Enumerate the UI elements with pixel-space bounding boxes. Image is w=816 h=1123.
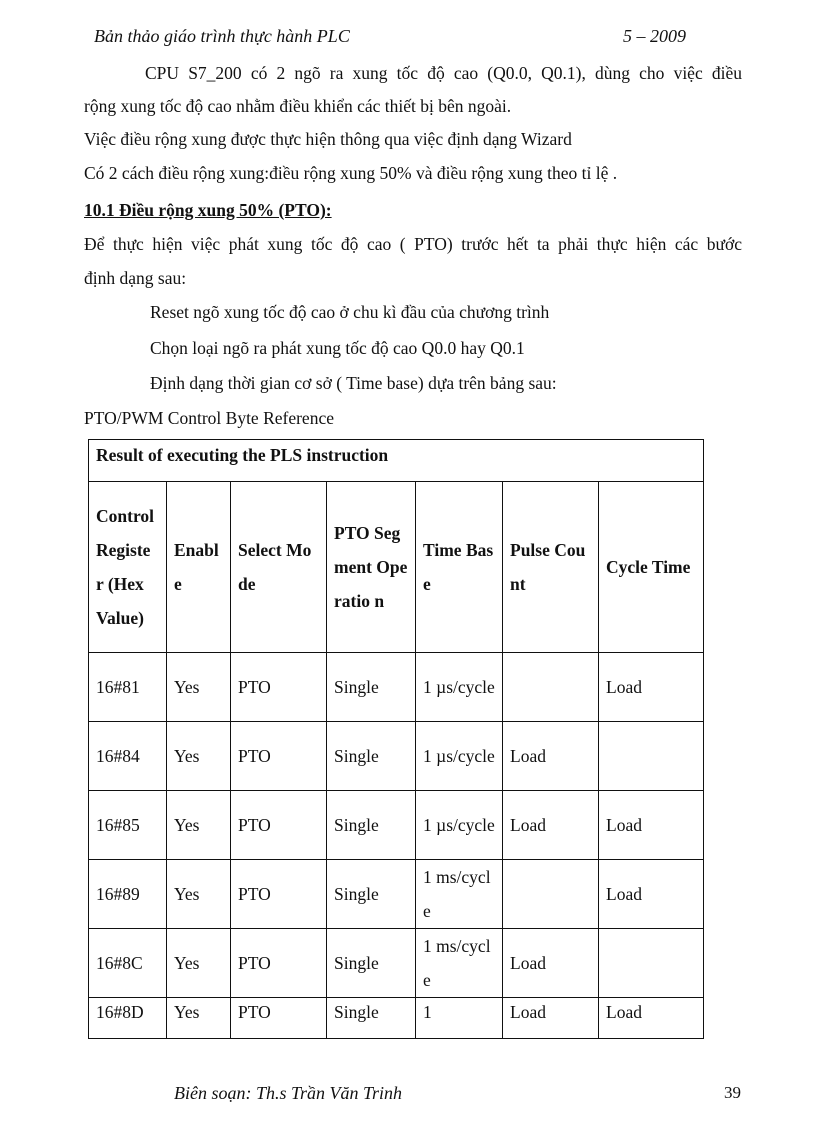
- column-header: Pulse Count: [503, 482, 599, 653]
- table-cell: Load: [599, 653, 704, 722]
- step-item: Định dạng thời gian cơ sở ( Time base) dựa trên bảng sau:: [150, 373, 557, 393]
- table-row: [89, 998, 704, 1039]
- table-cell: 16#8D: [89, 998, 167, 1039]
- table-cell: Single: [327, 860, 416, 929]
- table-header-row: [89, 482, 704, 653]
- table-title: Result of executing the PLS instruction: [89, 440, 704, 482]
- table-cell: Load: [599, 791, 704, 860]
- table-cell: Yes: [167, 929, 231, 998]
- table-cell: 16#84: [89, 722, 167, 791]
- table-cell: Yes: [167, 722, 231, 791]
- paragraph-line: Để thực hiện việc phát xung tốc độ cao ( PTO) trước hết ta phải thực hiện các bước: [84, 234, 742, 254]
- table-cell: [503, 653, 599, 722]
- table-caption: PTO/PWM Control Byte Reference: [84, 408, 334, 428]
- table-cell: Single: [327, 722, 416, 791]
- table-cell: Load: [503, 722, 599, 791]
- paragraph-line: định dạng sau:: [84, 268, 187, 288]
- table-cell: Load: [503, 791, 599, 860]
- paragraph: Có 2 cách điều rộng xung:điều rộng xung 50% và điều rộng xung theo tỉ lệ .: [84, 163, 618, 183]
- section-title: 10.1 Điều rộng xung 50% (PTO):: [84, 200, 332, 220]
- step-item: Chọn loại ngõ ra phát xung tốc độ cao Q0.0 hay Q0.1: [150, 338, 525, 358]
- table-cell: 16#8C: [89, 929, 167, 998]
- table-cell: Single: [327, 791, 416, 860]
- table-cell: Yes: [167, 998, 231, 1039]
- table-row: [89, 791, 704, 860]
- paragraph-line: rộng xung tốc độ cao nhằm điều khiển các thiết bị bên ngoài.: [84, 96, 512, 116]
- step-item: Reset ngõ xung tốc độ cao ở chu kì đầu của chương trình: [150, 302, 550, 322]
- table-row: [89, 722, 704, 791]
- table-cell: 1: [416, 998, 503, 1039]
- column-header: PTO Segment Operatio n: [327, 482, 416, 653]
- table-cell: PTO: [231, 653, 327, 722]
- table-cell: PTO: [231, 929, 327, 998]
- paragraph-line: CPU S7_200 có 2 ngõ ra xung tốc độ cao (Q0.0, Q0.1), dùng cho việc điều: [145, 63, 742, 83]
- column-header: Control Registe r (Hex Value): [89, 482, 167, 653]
- table-cell: Load: [599, 860, 704, 929]
- column-header: Select Mode: [231, 482, 327, 653]
- table-cell: 16#81: [89, 653, 167, 722]
- column-header: Cycle Time: [599, 482, 704, 653]
- table-cell: 1 ms/cycle: [416, 929, 503, 998]
- header-title: Bản thảo giáo trình thực hành PLC: [94, 26, 350, 46]
- paragraph: Việc điều rộng xung được thực hiện thông qua việc định dạng Wizard: [84, 129, 572, 149]
- column-header: Enabl e: [167, 482, 231, 653]
- table-cell: 1 µs/cycle: [416, 791, 503, 860]
- control-byte-table: [88, 439, 704, 1039]
- table-cell: PTO: [231, 722, 327, 791]
- table-cell: Load: [503, 929, 599, 998]
- table-row: [89, 929, 704, 998]
- table-cell: Single: [327, 998, 416, 1039]
- table-cell: 16#85: [89, 791, 167, 860]
- table-cell: PTO: [231, 998, 327, 1039]
- table-cell: 16#89: [89, 860, 167, 929]
- footer-author: Biên soạn: Th.s Trần Văn Trinh: [174, 1083, 403, 1103]
- table-cell: Load: [599, 998, 704, 1039]
- table-cell: Load: [503, 998, 599, 1039]
- table-cell: Yes: [167, 653, 231, 722]
- table-cell: Single: [327, 653, 416, 722]
- table-cell: [599, 722, 704, 791]
- table-cell: 1 µs/cycle: [416, 653, 503, 722]
- table-row: [89, 860, 704, 929]
- table-cell: PTO: [231, 791, 327, 860]
- table-cell: Yes: [167, 791, 231, 860]
- page-number: 39: [724, 1083, 741, 1102]
- table-cell: [503, 860, 599, 929]
- table-cell: 1 ms/cycle: [416, 860, 503, 929]
- table-cell: Yes: [167, 860, 231, 929]
- table-cell: [599, 929, 704, 998]
- header-date: 5 – 2009: [623, 26, 686, 46]
- table-cell: 1 µs/cycle: [416, 722, 503, 791]
- table-cell: Single: [327, 929, 416, 998]
- table-cell: PTO: [231, 860, 327, 929]
- table-title-row: [89, 440, 704, 482]
- column-header: Time Base: [416, 482, 503, 653]
- table-row: [89, 653, 704, 722]
